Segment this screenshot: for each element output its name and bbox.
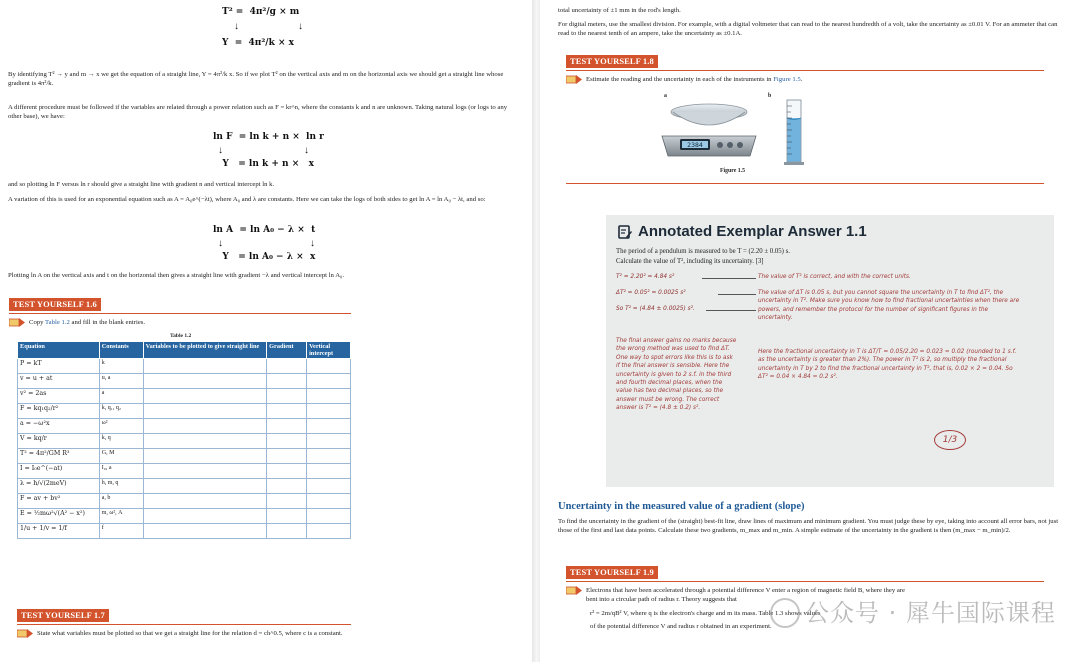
table-cell-blank[interactable] (267, 374, 307, 389)
table-cell-const: k, q (99, 434, 143, 449)
paragraph-plot-ln: and so plotting ln F versus ln r should give a straight line with gradient n and vertical intercept ln k. (8, 181, 275, 188)
table-header-cell: Constants (99, 342, 143, 359)
table-cell-const: m, ω², A (99, 509, 143, 524)
edit-document-icon (618, 225, 632, 239)
page-gutter (532, 0, 540, 662)
left-page (0, 0, 532, 662)
table-cell-blank[interactable] (267, 404, 307, 419)
table-cell-eq: P = kT (18, 359, 100, 374)
table-header-cell: Vertical intercept (307, 342, 351, 359)
equation-t2-m: T² = 4π²/g × m (222, 7, 300, 17)
score-badge: 1/3 (934, 430, 966, 450)
answer-line-1: T² = 2.20² = 4.84 s² (616, 274, 675, 280)
arrow-icon (566, 75, 582, 84)
table-cell-blank[interactable] (267, 389, 307, 404)
table-cell-eq: F = av + bv² (18, 494, 100, 509)
test-yourself-1-8-label: TEST YOURSELF 1.8 (566, 55, 658, 68)
measuring-cylinder-illustration (782, 96, 806, 166)
table-cell-blank[interactable] (307, 479, 351, 494)
figure-caption: Figure 1.5 (720, 168, 746, 174)
table-cell-blank[interactable] (307, 404, 351, 419)
test-yourself-1-9-line-1: Electrons that have been accelerated through a potential difference V enter a region of magnetic field B, where they are bent into a circular path of radius r. Theory suggests that (566, 586, 906, 604)
table-row (18, 389, 351, 404)
table-cell-blank[interactable] (307, 434, 351, 449)
table-cell-eq: I = I₀e^(−at) (18, 464, 100, 479)
table-cell-const: k (99, 359, 143, 374)
arrow-icon (566, 586, 582, 595)
table-cell-blank[interactable] (143, 404, 266, 419)
test-yourself-1-7-text: State what variables must be plotted so that we get a straight line for the relation d = ch^0.5, where c is a constant. (17, 629, 357, 638)
divider (566, 581, 1044, 582)
table-header-cell: Gradient (267, 342, 307, 359)
divider (566, 183, 1044, 184)
table-row (18, 464, 351, 479)
table-cell-blank[interactable] (143, 419, 266, 434)
down-arrow-icon: ↓ (218, 145, 223, 156)
answer-line-3: So T² = (4.84 ± 0.0025) s². (616, 306, 695, 312)
down-arrow-icon: ↓ (304, 145, 309, 156)
figure-1-5-link[interactable]: Figure 1.5 (773, 76, 801, 83)
test-yourself-1-8-text: Estimate the reading and the uncertainty in each of the instruments in Figure 1.5. (566, 75, 1046, 84)
test-yourself-1-9-line-2: r² = 2m/qB² V, where q is the electron's charge and m its mass. Table 1.3 shows values (590, 610, 821, 617)
answer-line-2: ΔT² = 0.05² = 0.0025 s² (616, 290, 686, 296)
paragraph-power-relation: A different procedure must be followed if the variables are related through a power relation such as F = kr^n, where the constants k and n are unknown. Taking natural logs (or logs to any other base), we have: (8, 104, 508, 121)
table-cell-eq: V = kq/r (18, 434, 100, 449)
table-cell-blank[interactable] (143, 494, 266, 509)
table-cell-blank[interactable] (307, 374, 351, 389)
exemplar-title: Annotated Exemplar Answer 1.1 (618, 222, 867, 242)
table-cell-const: I₀, a (99, 464, 143, 479)
table-cell-blank[interactable] (307, 359, 351, 374)
connector-line (702, 278, 756, 279)
table-cell-const: G, M (99, 449, 143, 464)
down-arrow-icon: ↓ (298, 21, 303, 32)
divider (17, 624, 351, 625)
table-cell-blank[interactable] (143, 464, 266, 479)
table-row (18, 434, 351, 449)
test-yourself-1-6-label: TEST YOURSELF 1.6 (9, 298, 101, 311)
test-yourself-1-9-label: TEST YOURSELF 1.9 (566, 566, 658, 579)
table-caption: Table 1.2 (170, 333, 192, 339)
table-cell-blank[interactable] (143, 389, 266, 404)
test-yourself-1-9-line-3: of the potential difference V and radius r obtained in an experiment. (590, 623, 772, 630)
table-cell-const: h, m, q (99, 479, 143, 494)
arrow-icon (17, 629, 33, 638)
table-row (18, 479, 351, 494)
table-cell-blank[interactable] (143, 479, 266, 494)
paragraph-straight-line: By identifying T² → y and m → x we get the equation of a straight line, Y = 4π²/k x. So if we plot T² on the vertical axis and m on the horizontal axis we should get a straight line whose gradient is 4π²/k. (8, 71, 504, 88)
table-cell-eq: E = ½mω²√(A² − x²) (18, 509, 100, 524)
digital-scale-illustration (656, 100, 762, 160)
table-row (18, 494, 351, 509)
table-cell-blank[interactable] (267, 509, 307, 524)
table-cell-blank[interactable] (307, 494, 351, 509)
scale-display: 2384 (687, 141, 703, 149)
wechat-logo-icon (770, 598, 800, 628)
equation-y-x: Y = 4π²/k × x (222, 38, 294, 48)
annotation-fractional: Here the fractional uncertainty in T is ΔT/T = 0.05/2.20 = 0.023 ≈ 0.02 (rounded to 1 s.f. as the uncertainty is greater than 2%). The power in T² is 2, so multiply the fractional uncertainty in T by 2 to find the fractional uncertainty in T², that is, 0.02 × 2 = 0.04. So ΔT² = 0.04 × 4.84 ≈ 0.2 s². (758, 349, 1017, 381)
connector-line (706, 310, 756, 311)
table-cell-blank[interactable] (267, 419, 307, 434)
table-row (18, 449, 351, 464)
test-yourself-1-7-label: TEST YOURSELF 1.7 (17, 609, 109, 622)
table-row (18, 374, 351, 389)
table-cell-blank[interactable] (307, 509, 351, 524)
table-row (18, 419, 351, 434)
annotated-exemplar-box (606, 215, 1054, 487)
table-cell-blank[interactable] (143, 434, 266, 449)
equation-ln-y: Y = ln k + n × x (213, 159, 315, 169)
table-header-cell: Equation (18, 342, 100, 359)
watermark: 公众号 · 犀牛国际课程 (770, 597, 1056, 629)
equation-ln-f: ln F = ln k + n × ln r (213, 132, 324, 142)
arrow-icon (9, 318, 25, 327)
table-cell-blank[interactable] (143, 449, 266, 464)
down-arrow-icon: ↓ (234, 21, 239, 32)
connector-line (718, 294, 756, 295)
table-cell-blank[interactable] (143, 524, 266, 539)
table-cell-const: k, q₁, q₂ (99, 404, 143, 419)
exemplar-question-line-2: Calculate the value of T², including its uncertainty. [3] (616, 258, 764, 265)
table-cell-blank[interactable] (267, 449, 307, 464)
paragraph-digital-meters: For digital meters, use the smallest division. For example, with a digital voltmeter that can read to the nearest hundredth of a volt, take the uncertainty as ±0.01 V. For an ammeter that can read to the nearest tenth of an ampere, take the uncertainty as ±0.1A. (558, 21, 1058, 38)
table-cell-eq: v² = 2as (18, 389, 100, 404)
table-cell-blank[interactable] (143, 509, 266, 524)
gradient-uncertainty-heading: Uncertainty in the measured value of a gradient (slope) (558, 501, 805, 512)
table-1-2-link[interactable]: Table 1.2 (45, 319, 70, 326)
paragraph-total-uncertainty: total uncertainty of ±1 mm in the rod's length. (558, 7, 681, 14)
test-yourself-1-6-text: Copy Table 1.2 and fill in the blank entries. (9, 318, 349, 327)
table-cell-blank[interactable] (143, 374, 266, 389)
divider (9, 313, 351, 314)
paragraph-exponential: A variation of this is used for an exponential equation such as A = A₀e^(−λt), where A₀ and λ are constants. Here we can take the logs of both sides to get ln A = ln A₀ − λt, and so: (8, 196, 486, 203)
table-cell-eq: T² = 4π²/GM R³ (18, 449, 100, 464)
table-row (18, 509, 351, 524)
table-cell-eq: λ = h/√(2meV) (18, 479, 100, 494)
table-cell-blank[interactable] (267, 524, 307, 539)
table-cell-const: f (99, 524, 143, 539)
paragraph-gradient-uncertainty: To find the uncertainty in the gradient of the (straight) best-fit line, draw lines of maximum and minimum gradient. You must judge these by eye, taking into account all error bars, not just those of the first and last data points. Calculate these two gradients, m_max and m_min. A simple estimate of the uncertainty in the gradient is then (m_max − m_min)/2. (558, 518, 1059, 535)
table-cell-eq: 1/u + 1/v = 1/f (18, 524, 100, 539)
table-cell-eq: F = kq₁q₂/r² (18, 404, 100, 419)
table-cell-blank[interactable] (307, 449, 351, 464)
table-cell-const: u, a (99, 374, 143, 389)
table-1-2 (17, 341, 351, 539)
figure-label-a: a (664, 93, 667, 99)
table-cell-blank[interactable] (307, 419, 351, 434)
table-cell-blank[interactable] (267, 434, 307, 449)
table-cell-blank[interactable] (143, 359, 266, 374)
table-row (18, 404, 351, 419)
table-cell-blank[interactable] (267, 359, 307, 374)
table-cell-eq: a = −ω²x (18, 419, 100, 434)
table-cell-const: ω² (99, 419, 143, 434)
table-cell-const: a, b (99, 494, 143, 509)
table-row (18, 359, 351, 374)
equation-ln-a-y: Y = ln A₀ − λ × x (213, 252, 316, 262)
table-cell-eq: v = u + at (18, 374, 100, 389)
annotation-method: The value of ΔT is 0.05 s, but you cannot square the uncertainty in T to find ΔT², the uncertainty in T². Make sure you know how to find fractional uncertainties when there are powers, and remember the protocol for the number of significant figures in the uncertainty. (758, 290, 1020, 322)
divider (566, 70, 1044, 71)
down-arrow-icon: ↓ (310, 238, 315, 249)
table-row (18, 524, 351, 539)
equation-ln-a: ln A = ln A₀ − λ × t (213, 225, 316, 235)
down-arrow-icon: ↓ (218, 238, 223, 249)
figure-label-b: b (768, 93, 772, 99)
exemplar-question-line-1: The period of a pendulum is measured to be T = (2.20 ± 0.05) s. (616, 248, 790, 255)
table-cell-blank[interactable] (267, 479, 307, 494)
table-cell-blank[interactable] (267, 494, 307, 509)
annotation-correct-value: The value of T² is correct, and with the correct units. (758, 274, 911, 280)
table-cell-const: a (99, 389, 143, 404)
table-header-cell: Variables to be plotted to give straight line (143, 342, 266, 359)
table-cell-blank[interactable] (307, 389, 351, 404)
table-cell-blank[interactable] (307, 524, 351, 539)
annotation-final-answer: The final answer gains no marks because the wrong method was used to find ΔT. One way to spot errors like this is to ask if the final answer is sensible. Here the uncertainty is given to 2 s.f. in the third and fourth decimal places, when the value has two decimal places, so the answer must be wrong. The correct answer is T² = (4.8 ± 0.2) s². (616, 338, 737, 412)
table-cell-blank[interactable] (307, 464, 351, 479)
table-cell-blank[interactable] (267, 464, 307, 479)
paragraph-plot-exp: Plotting ln A on the vertical axis and t on the horizontal then gives a straight line with gradient −λ and vertical intercept ln A₀. (8, 272, 345, 279)
